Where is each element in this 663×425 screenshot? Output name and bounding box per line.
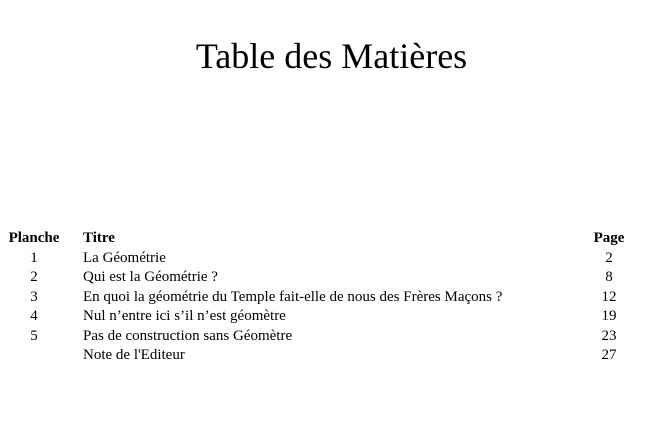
planche-number [3, 346, 65, 366]
table-header-row [3, 229, 629, 249]
table-row [3, 249, 629, 269]
page-number: 23 [601, 327, 617, 344]
table-row [3, 327, 629, 347]
table-of-contents [3, 229, 629, 366]
page-number: 8 [605, 269, 613, 285]
planche-number: 5 [30, 327, 38, 344]
column-spacer [65, 229, 83, 249]
chapter-title: Nul n’entre ici s’il n’est géomètre [83, 308, 286, 324]
table-row [3, 288, 629, 308]
chapter-title: En quoi la géométrie du Temple fait-elle de nous des Frères Maçons ? [83, 288, 503, 305]
column-header-page: Page [593, 230, 625, 246]
column-spacer [65, 307, 83, 327]
planche-number: 3 [30, 288, 38, 305]
page-number: 2 [605, 249, 613, 266]
column-spacer [65, 268, 83, 288]
planche-number: 4 [30, 308, 38, 324]
chapter-title: Qui est la Géométrie ? [83, 269, 218, 285]
planche-number: 2 [30, 269, 38, 285]
column-spacer [65, 288, 83, 308]
table-row [3, 346, 629, 366]
table-row [3, 307, 629, 327]
column-header-titre: Titre [83, 230, 115, 246]
column-header-planche: Planche [8, 230, 60, 246]
page-number: 12 [601, 288, 617, 305]
column-spacer [65, 346, 83, 366]
page-number: 27 [601, 347, 617, 363]
planche-number: 1 [30, 249, 38, 266]
page-number: 19 [601, 308, 617, 324]
chapter-title: La Géométrie [83, 249, 166, 266]
chapter-title: Note de l'Editeur [83, 347, 185, 363]
table-row [3, 268, 629, 288]
column-spacer [65, 327, 83, 347]
chapter-title: Pas de construction sans Géomètre [83, 327, 293, 344]
column-spacer [65, 249, 83, 269]
page-title: Table des Matières [195, 36, 468, 76]
